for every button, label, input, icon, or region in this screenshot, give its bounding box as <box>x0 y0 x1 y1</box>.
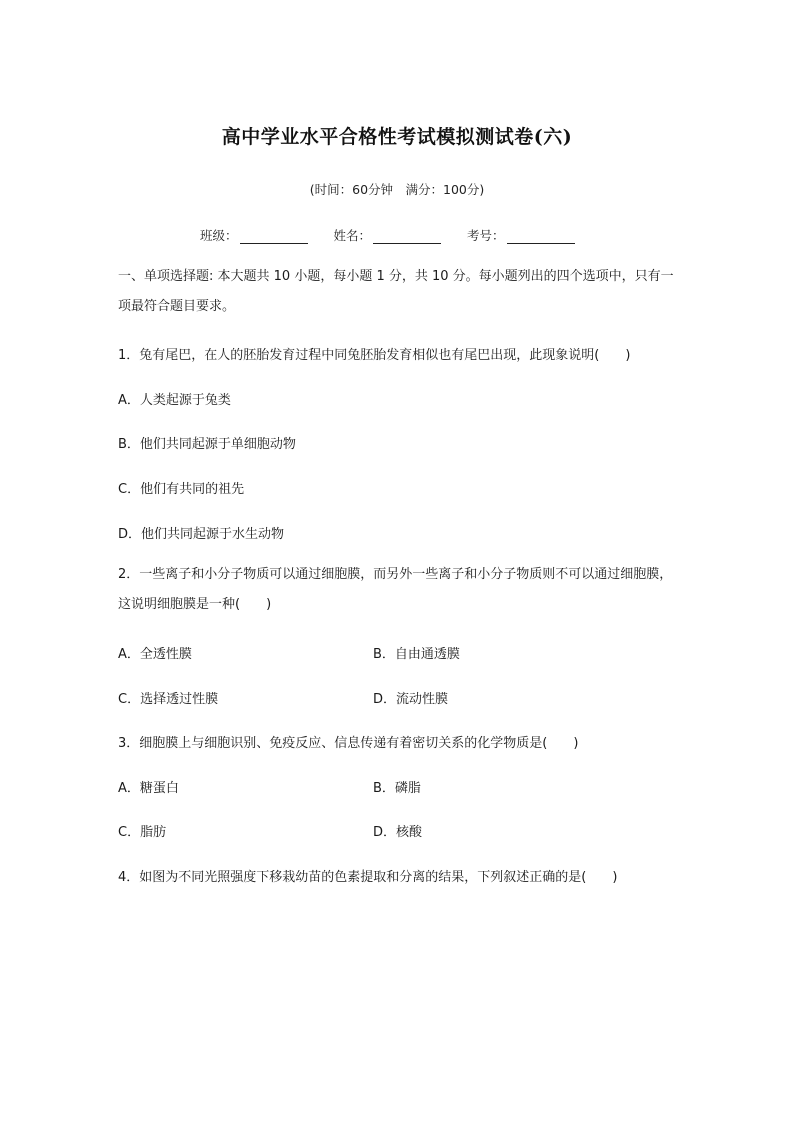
question-1-option-a: A．人类起源于兔类 <box>118 393 231 408</box>
question-3-option-c: C．脂肪 <box>118 825 167 840</box>
number-field <box>467 226 575 244</box>
question-3-option-d: D．核酸 <box>373 825 423 840</box>
class-blank[interactable] <box>240 231 308 244</box>
section-heading: 一、单项选择题: 本大题共 10 小题，每小题 1 分，共 10 分。每小题列出的四个选项中，只有一项最符合题目要求。 <box>118 269 674 314</box>
question-2-option-b: B．自由通透膜 <box>373 647 460 662</box>
question-2-option-a: A．全透性膜 <box>118 647 192 662</box>
question-3-option-b: B．磷脂 <box>373 781 421 796</box>
exam-title: 高中学业水平合格性考试模拟测试卷(六) <box>221 126 573 148</box>
class-label: 班级： <box>200 228 238 243</box>
question-1-option-d: D．他们共同起源于水生动物 <box>118 527 285 542</box>
question-1-option-b: B．他们共同起源于单细胞动物 <box>118 437 296 452</box>
exam-subtitle: (时间：60分钟 满分：100分) <box>309 182 485 197</box>
question-2-stem: 2．一些离子和小分子物质可以通过细胞膜，而另外一些离子和小分子物质则不可以通过细胞膜，这说明细胞膜是一种( ) <box>118 567 673 612</box>
question-2-option-c: C．选择透过性膜 <box>118 692 219 707</box>
question-3-stem: 3．细胞膜上与细胞识别、免疫反应、信息传递有着密切关系的化学物质是( ) <box>118 736 579 751</box>
question-2-option-d: D．流动性膜 <box>373 692 449 707</box>
number-blank[interactable] <box>507 231 575 244</box>
name-field <box>334 226 442 244</box>
question-1-option-c: C．他们有共同的祖先 <box>118 482 245 497</box>
student-info-row <box>200 226 575 244</box>
class-field <box>200 226 308 244</box>
question-1-stem: 1．兔有尾巴，在人的胚胎发育过程中同兔胚胎发育相似也有尾巴出现，此现象说明( ) <box>118 348 631 363</box>
question-4-stem: 4．如图为不同光照强度下移栽幼苗的色素提取和分离的结果，下列叙述正确的是( ) <box>118 870 618 885</box>
name-label: 姓名： <box>333 228 372 243</box>
number-label: 考号： <box>467 228 505 243</box>
name-blank[interactable] <box>373 231 441 244</box>
question-3-option-a: A．糖蛋白 <box>118 781 179 796</box>
